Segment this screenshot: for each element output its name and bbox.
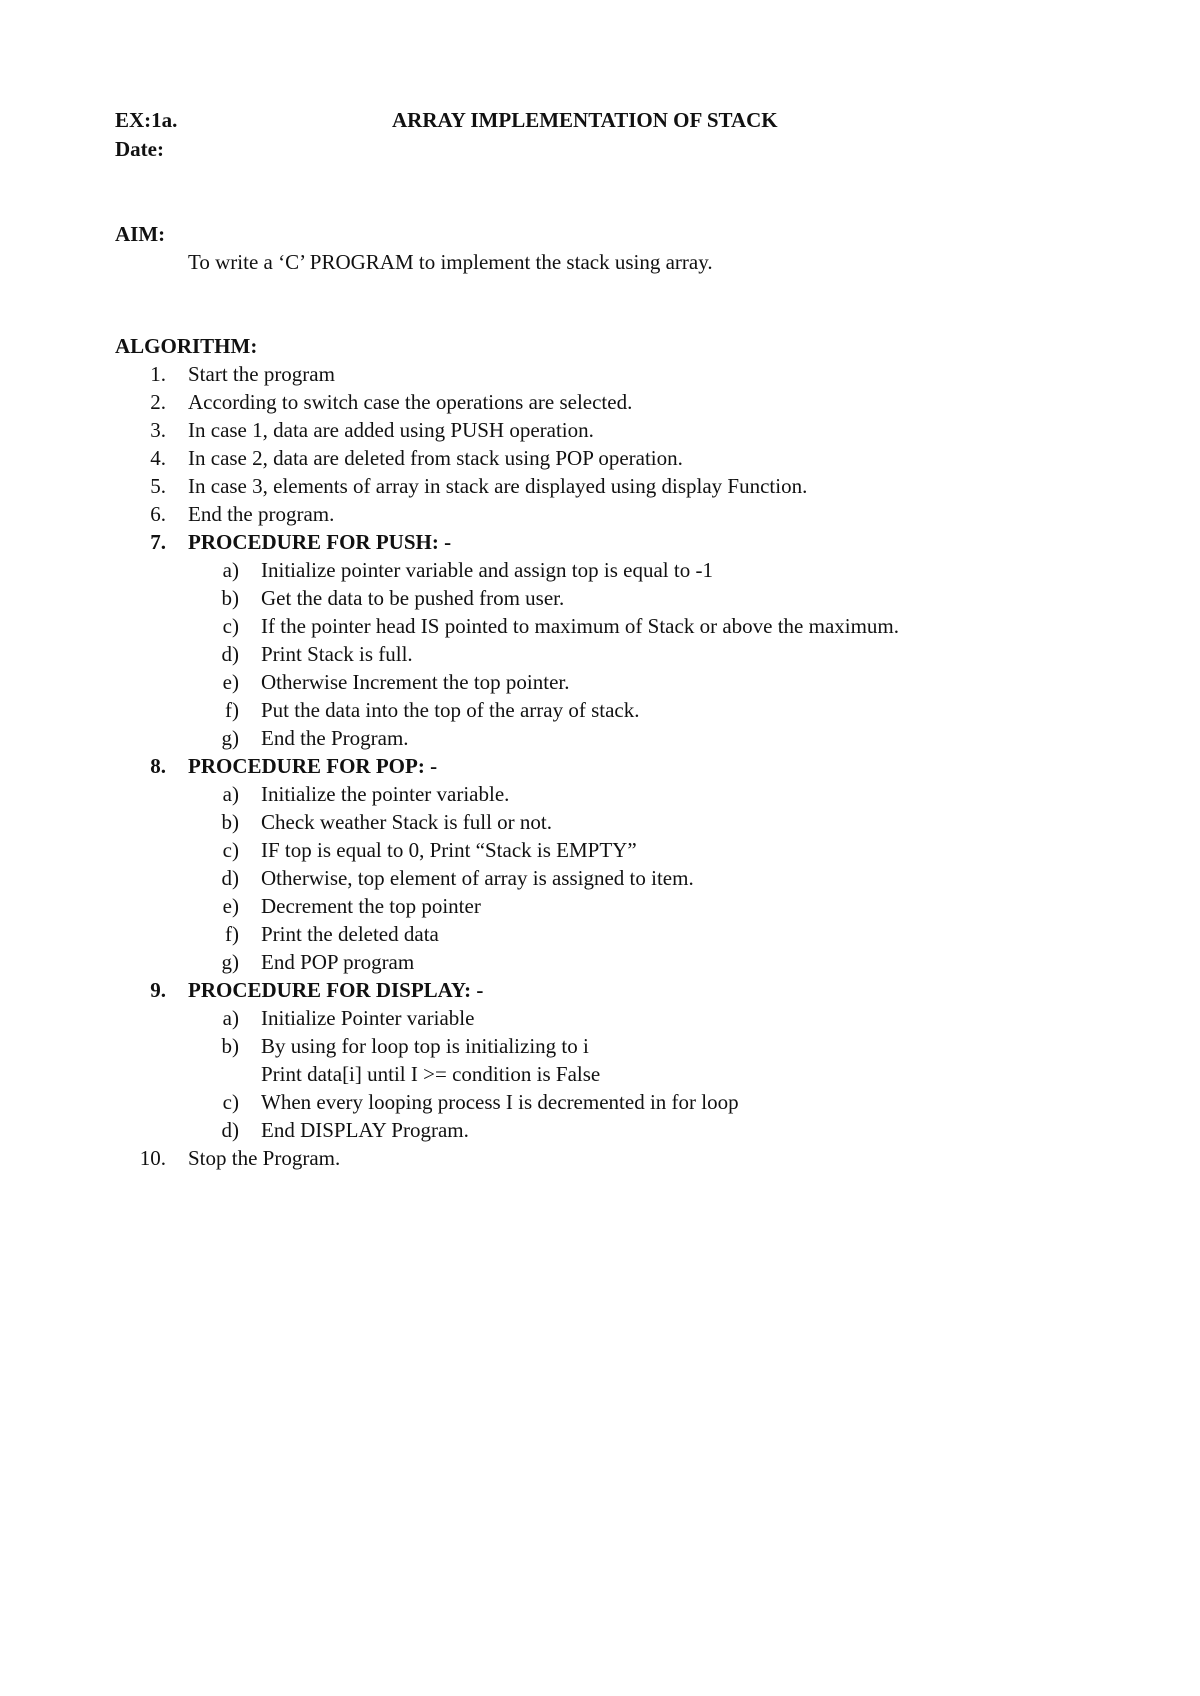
substep-letter: g): [221, 950, 239, 974]
substep-text: Otherwise, top element of array is assigned to item.: [261, 866, 694, 890]
substep-letter: g): [221, 726, 239, 750]
substep-text: End DISPLAY Program.: [261, 1118, 469, 1142]
substep-letter: a): [222, 1006, 239, 1030]
substep-text: If the pointer head IS pointed to maximum of Stack or above the maximum.: [261, 614, 900, 638]
algorithm-heading: ALGORITHM:: [115, 334, 258, 358]
substep-letter: b): [221, 586, 239, 610]
substep-text: Initialize the pointer variable.: [261, 782, 510, 806]
substep-letter: c): [222, 1090, 239, 1114]
substep-letter: d): [221, 642, 239, 666]
substep-letter: f): [225, 922, 239, 946]
substep-text: Initialize pointer variable and assign top is equal to -1: [261, 558, 713, 582]
step-number: 6.: [150, 502, 166, 526]
step-number: 2.: [150, 390, 166, 414]
step-number: 9.: [150, 978, 166, 1002]
step-number: 1.: [150, 362, 166, 386]
substep-letter: d): [221, 866, 239, 890]
substep-text: Otherwise Increment the top pointer.: [261, 670, 570, 694]
substep-letter: b): [221, 810, 239, 834]
substep-letter: c): [222, 838, 239, 862]
substep-text: IF top is equal to 0, Print “Stack is EMPTY”: [261, 838, 637, 862]
substep-text: Print Stack is full.: [261, 642, 413, 666]
substep-letter: a): [222, 782, 239, 806]
substep-letter: c): [222, 614, 239, 638]
step-number: 10.: [139, 1146, 166, 1170]
step-text: End the program.: [188, 502, 335, 526]
display-procedure-heading: PROCEDURE FOR DISPLAY: -: [188, 978, 484, 1002]
substep-text: Put the data into the top of the array of stack.: [261, 698, 640, 722]
push-procedure-heading: PROCEDURE FOR PUSH: -: [188, 530, 452, 554]
substep-text: When every looping process I is decremented in for loop: [261, 1090, 739, 1114]
step-text: In case 1, data are added using PUSH operation.: [188, 418, 594, 442]
step-text: In case 3, elements of array in stack are displayed using display Function.: [188, 474, 808, 498]
substep-letter: b): [221, 1034, 239, 1058]
step-text: In case 2, data are deleted from stack using POP operation.: [188, 446, 683, 470]
step-number: 3.: [150, 418, 166, 442]
substep-letter: a): [222, 558, 239, 582]
substep-text: Initialize Pointer variable: [261, 1006, 475, 1030]
pop-procedure-heading: PROCEDURE FOR POP: -: [188, 754, 438, 778]
substep-letter: e): [222, 894, 239, 918]
substep-text: Get the data to be pushed from user.: [261, 586, 565, 610]
substep-letter: d): [221, 1118, 239, 1142]
aim-text: To write a ‘C’ PROGRAM to implement the stack using array.: [188, 250, 713, 274]
substep-text: End POP program: [261, 950, 415, 974]
date-label: Date:: [115, 137, 164, 161]
substep-continuation: Print data[i] until I >= condition is False: [261, 1062, 601, 1086]
substep-text: Decrement the top pointer: [261, 894, 481, 918]
step-text: Start the program: [188, 362, 335, 386]
step-text: Stop the Program.: [188, 1146, 341, 1170]
substep-letter: e): [222, 670, 239, 694]
step-number: 5.: [150, 474, 166, 498]
substep-text: Check weather Stack is full or not.: [261, 810, 553, 834]
substep-text: End the Program.: [261, 726, 409, 750]
aim-heading: AIM:: [115, 222, 166, 246]
step-number: 8.: [150, 754, 166, 778]
step-number: 7.: [150, 530, 166, 554]
substep-letter: f): [225, 698, 239, 722]
step-number: 4.: [150, 446, 166, 470]
step-text: According to switch case the operations are selected.: [188, 390, 633, 414]
substep-text: By using for loop top is initializing to i: [261, 1034, 589, 1058]
substep-text: Print the deleted data: [261, 922, 439, 946]
document-title: ARRAY IMPLEMENTATION OF STACK: [392, 108, 778, 132]
exercise-label: EX:1a.: [115, 108, 178, 132]
